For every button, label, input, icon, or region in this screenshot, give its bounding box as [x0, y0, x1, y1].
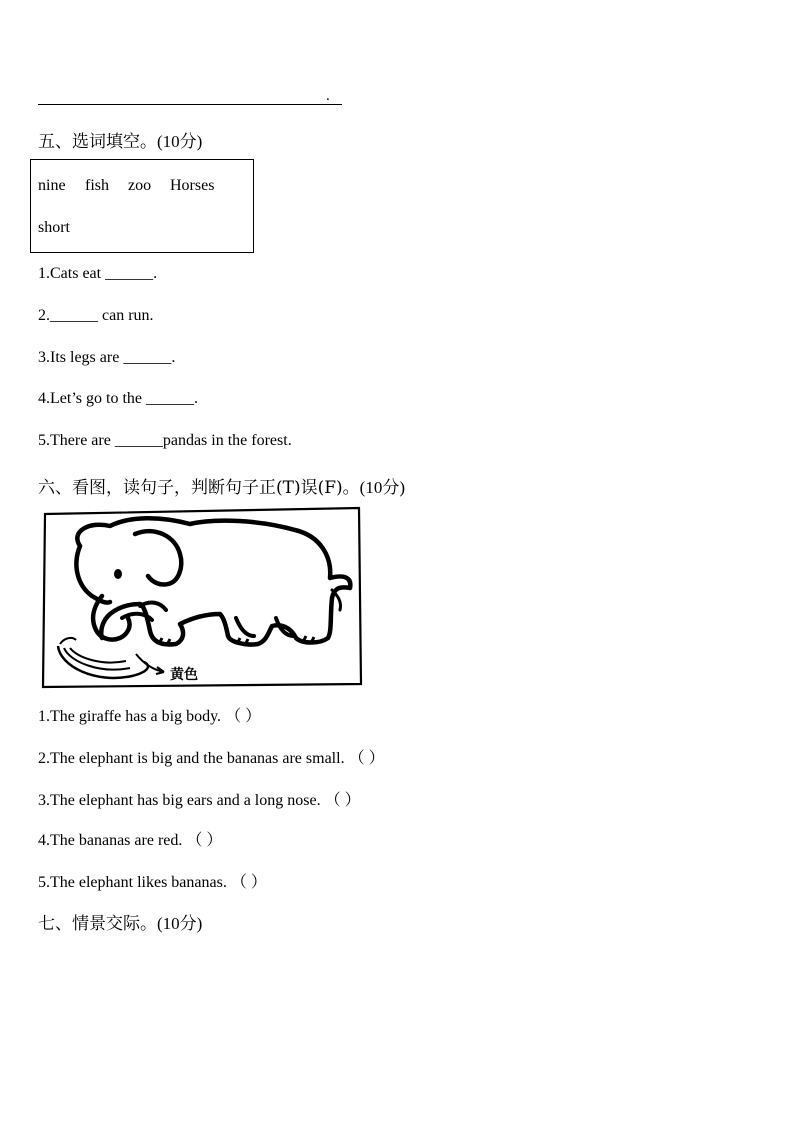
judge-question-4 [38, 827, 222, 850]
section-5-heading [38, 127, 202, 152]
fill-question-5 [38, 432, 292, 450]
banana-color-label: 黄色 [170, 667, 198, 683]
elephant-picture [40, 506, 364, 695]
answer-parentheses[interactable]: （ ） [348, 750, 385, 767]
word-bank-box [30, 159, 254, 253]
section-7-score: (10分) [157, 914, 203, 933]
answer-blank[interactable]: ______ [145, 390, 194, 407]
question-text-end: pandas in the forest. [162, 432, 292, 449]
question-text: 5.There are [38, 432, 115, 449]
fill-question-2 [38, 307, 154, 325]
question-text: 1.The giraffe has a big body. [38, 708, 222, 725]
answer-line-end-mark: . [326, 88, 330, 104]
section-5-score: (10分) [157, 132, 203, 151]
fill-question-3 [38, 349, 175, 367]
answer-blank[interactable]: ______ [114, 432, 163, 449]
answer-parentheses[interactable]: （ ） [324, 792, 361, 809]
section-7-heading [38, 909, 202, 934]
judge-question-5 [38, 869, 267, 892]
question-text: 2.The elephant is big and the bananas are small. [38, 750, 345, 767]
answer-parentheses[interactable]: （ ） [230, 874, 267, 891]
section-6-heading [38, 473, 405, 498]
section-5-title: 五、选词填空。 [38, 132, 157, 152]
answer-line [38, 104, 342, 105]
fill-question-4 [38, 390, 198, 408]
word-bank-item: zoo [128, 177, 152, 194]
question-text-end: . [153, 265, 158, 282]
question-text: 1.Cats eat [38, 265, 106, 282]
answer-blank[interactable]: ______ [105, 265, 154, 282]
question-text-end: . [193, 390, 198, 407]
answer-blank[interactable]: ______ [123, 349, 172, 366]
section-7-title: 七、情景交际。 [38, 914, 157, 934]
answer-parentheses[interactable]: （ ） [186, 832, 223, 849]
question-text-end: can run. [98, 307, 154, 324]
section-6-score: (10分) [359, 478, 405, 497]
fill-question-1 [38, 265, 157, 283]
question-text: 4.The bananas are red. [38, 832, 183, 849]
word-bank-item: nine [38, 177, 66, 194]
question-text: 3.The elephant has big ears and a long nose. [38, 792, 321, 809]
judge-question-3 [38, 787, 361, 810]
question-text: 5.The elephant likes bananas. [38, 874, 227, 891]
section-6-title: 六、看图，读句子，判断句子正(T)误(F)。 [38, 478, 360, 498]
question-text: 3.Its legs are [38, 349, 124, 366]
question-text-end: . [171, 349, 176, 366]
question-text: 2. [38, 307, 50, 324]
word-bank-item: fish [85, 177, 109, 194]
answer-blank[interactable]: ______ [50, 307, 98, 324]
judge-question-1 [38, 703, 261, 726]
judge-question-2 [38, 745, 385, 768]
answer-parentheses[interactable]: （ ） [225, 708, 262, 725]
word-bank-item: Horses [170, 177, 215, 194]
word-bank-item: short [38, 219, 70, 236]
question-text: 4.Let’s go to the [38, 390, 146, 407]
